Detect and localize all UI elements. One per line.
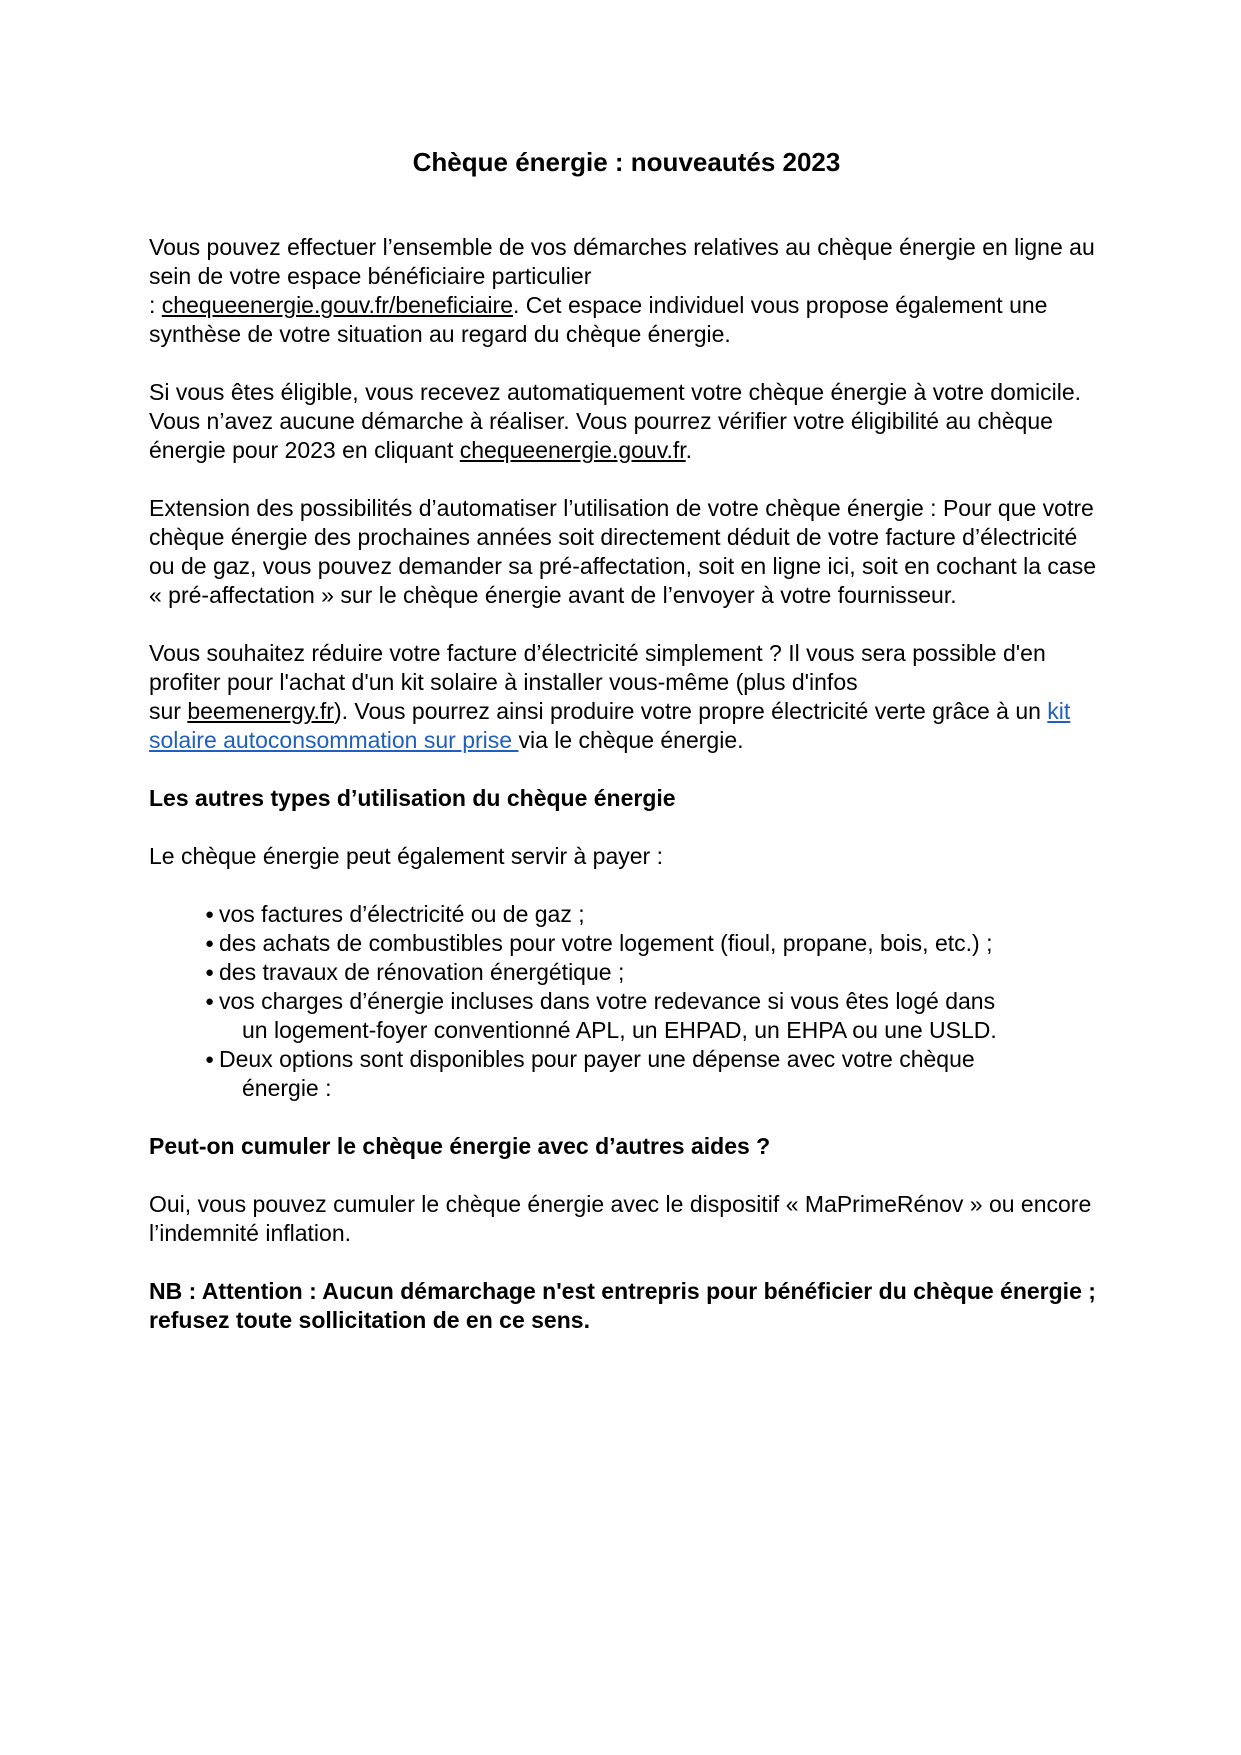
- paragraph-kit-solaire: [149, 639, 1104, 755]
- link-beneficiaire[interactable]: chequeenergie.gouv.fr/beneficiaire: [161, 292, 513, 318]
- list-item-text-continued: énergie :: [242, 1075, 332, 1101]
- list-item-text: des achats de combustibles pour votre logement (fioul, propane, bois, etc.) ;: [219, 930, 993, 956]
- paragraph-espace-beneficiaire: [149, 233, 1104, 349]
- paragraph-text: .: [685, 437, 693, 463]
- bullet-icon: ●: [205, 993, 215, 1010]
- paragraph-text: :: [149, 292, 162, 318]
- link-kit-solaire[interactable]: kit solaire autoconsommation sur prise: [149, 698, 1071, 753]
- list-item: [205, 987, 1104, 1045]
- list-item-text-continued: un logement-foyer conventionné APL, un EHPAD, un EHPA ou une USLD.: [242, 1017, 997, 1043]
- list-item: [205, 1045, 1104, 1103]
- paragraph-text: Si vous êtes éligible, vous recevez automatiquement votre chèque énergie à votre domicile. Vous n’avez aucune démarche à réaliser. Vous pourrez vérifier votre éligibilité au chèque énergie pour 2023 en cliquant: [149, 379, 1082, 463]
- bullet-icon: ●: [205, 964, 215, 981]
- bullet-icon: ●: [205, 906, 215, 923]
- list-item: [205, 900, 1104, 929]
- list-item: [205, 958, 1104, 987]
- paragraph-text: Vous souhaitez réduire votre facture d’électricité simplement ? Il vous sera possible d'en profiter pour l'achat d'un kit solaire à installer vous-même (plus d'infos: [149, 640, 1046, 695]
- paragraph-eligibilite: [149, 378, 1104, 465]
- document-body: [149, 146, 1104, 1335]
- list-item-text: vos factures d’électricité ou de gaz ;: [219, 901, 585, 927]
- paragraph-text: sur: [149, 698, 188, 724]
- link-beemenergy[interactable]: beemenergy.fr: [187, 698, 334, 724]
- link-chequeenergie[interactable]: chequeenergie.gouv.fr: [459, 437, 686, 463]
- paragraph-text: via le chèque énergie.: [518, 727, 744, 753]
- paragraph-text: ). Vous pourrez ainsi produire votre propre électricité verte grâce à un: [333, 698, 1048, 724]
- section-intro: Le chèque énergie peut également servir à payer :: [149, 843, 663, 869]
- list-item: [205, 929, 1104, 958]
- list-item-text: Deux options sont disponibles pour payer une dépense avec votre chèque: [219, 1046, 975, 1072]
- section-heading-autres-utilisations: Les autres types d’utilisation du chèque énergie: [149, 785, 676, 811]
- nb-warning: NB : Attention : Aucun démarchage n'est entrepris pour bénéficier du chèque énergie ; refusez toute sollicitation de en ce sens.: [149, 1278, 1096, 1333]
- bullet-icon: ●: [205, 935, 215, 952]
- list-item-text: des travaux de rénovation énergétique ;: [219, 959, 625, 985]
- page-title: Chèque énergie : nouveautés 2023: [412, 147, 841, 177]
- bullet-icon: ●: [205, 1051, 215, 1068]
- paragraph-cumul: Oui, vous pouvez cumuler le chèque énergie avec le dispositif « MaPrimeRénov » ou encore l’indemnité inflation.: [149, 1191, 1092, 1246]
- section-heading-cumul-aides: Peut-on cumuler le chèque énergie avec d’autres aides ?: [149, 1133, 771, 1159]
- paragraph-text: Vous pouvez effectuer l’ensemble de vos démarches relatives au chèque énergie en ligne au sein de votre espace bénéficiaire particulier: [149, 234, 1095, 289]
- paragraph-text: . Cet espace individuel vous propose également une synthèse de votre situation au regard du chèque énergie.: [149, 292, 1048, 347]
- list-item-text: vos charges d’énergie incluses dans votre redevance si vous êtes logé dans: [219, 988, 996, 1014]
- paragraph-pre-affectation: Extension des possibilités d’automatiser l’utilisation de votre chèque énergie : Pour que votre chèque énergie des prochaines années soit directement déduit de votre facture d’électricité ou de gaz, vous pouvez demander sa pré-affectation, soit en ligne ici, soit en cochant la case « pré-affectation » sur le chèque énergie avant de l’envoyer à votre fournisseur.: [149, 495, 1096, 608]
- usage-list: [149, 900, 1104, 1103]
